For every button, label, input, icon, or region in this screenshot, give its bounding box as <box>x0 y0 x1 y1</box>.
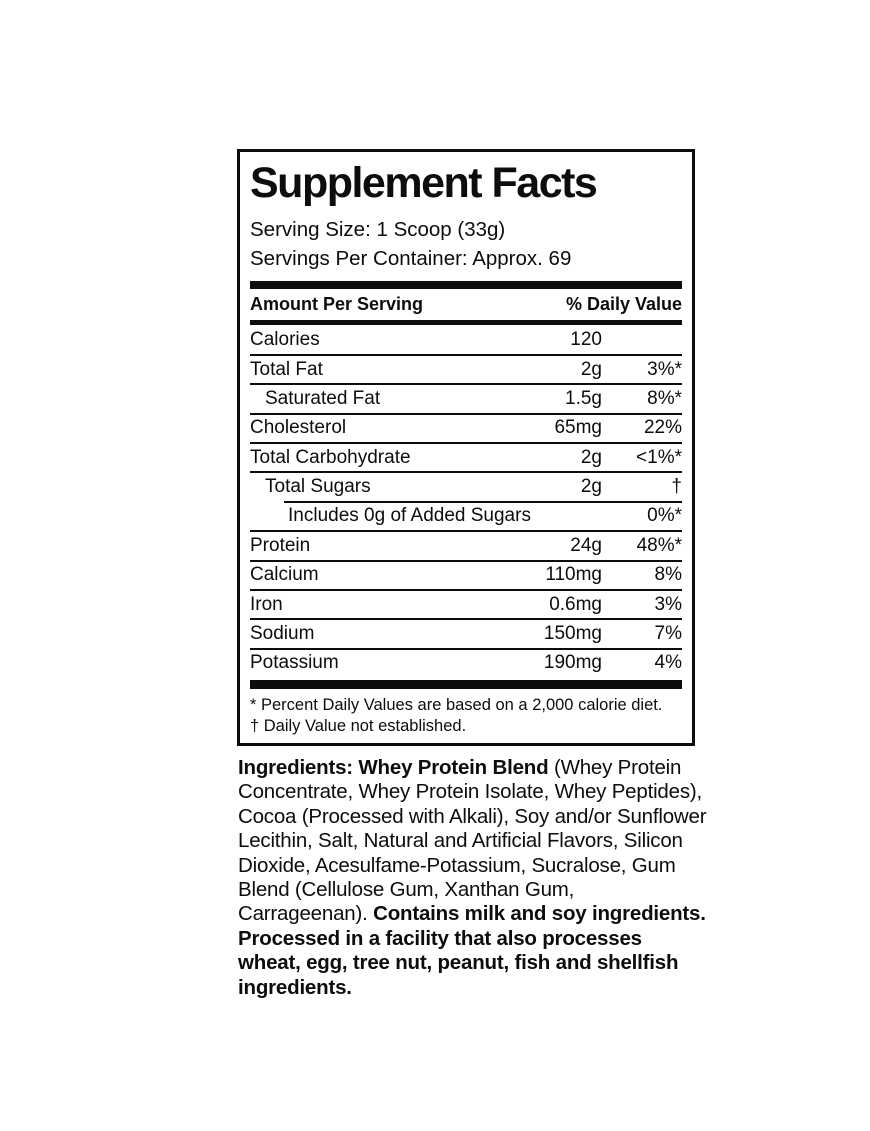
nutrient-name: Sodium <box>250 623 315 645</box>
nutrient-amount: 0.6mg <box>549 593 602 615</box>
daily-value-label: % Daily Value <box>565 294 682 315</box>
servings-per-container: Servings Per Container: Approx. 69 <box>250 247 572 271</box>
table-row <box>250 443 682 472</box>
nutrient-dv: 3% <box>654 593 682 615</box>
footnotes <box>250 689 682 737</box>
nutrient-dv: 4% <box>654 652 682 674</box>
ingredients-lead: Ingredients: Whey Protein Blend <box>238 756 549 779</box>
nutrient-dv: 48%* <box>636 534 682 556</box>
table-row <box>250 619 682 648</box>
percent-footnote: * Percent Daily Values are based on a 2,000 calorie diet. <box>250 696 663 715</box>
nutrient-dv: 3%* <box>647 358 682 380</box>
nutrient-amount: 110mg <box>545 564 602 586</box>
nutrient-amount: 120 <box>570 329 602 351</box>
serving-size: Serving Size: 1 Scoop (33g) <box>250 218 506 242</box>
divider-thick-bottom <box>250 680 682 689</box>
nutrient-name: Total Carbohydrate <box>250 446 411 468</box>
nutrient-name: Protein <box>250 534 311 556</box>
nutrient-amount: 2g <box>580 446 602 468</box>
nutrient-dv: 7% <box>654 623 682 645</box>
nutrient-amount: 190mg <box>543 652 602 674</box>
serving-info <box>250 215 682 273</box>
nutrient-amount: 24g <box>570 534 602 556</box>
table-row <box>250 414 682 443</box>
nutrient-name: Cholesterol <box>250 417 347 439</box>
table-row <box>250 561 682 590</box>
nutrient-amount: 150mg <box>543 623 602 645</box>
table-row <box>250 384 682 413</box>
nutrient-dv: 8%* <box>647 387 682 409</box>
amount-per-serving-label: Amount Per Serving <box>250 294 424 315</box>
nutrient-name: Total Fat <box>250 358 323 380</box>
nutrient-amount: 2g <box>580 358 602 380</box>
nutrient-name: Potassium <box>250 652 339 674</box>
panel-title: Supplement Facts <box>250 159 597 207</box>
nutrient-amount: 1.5g <box>565 387 602 409</box>
table-header <box>250 289 682 320</box>
nutrient-dv: 0%* <box>647 505 682 527</box>
nutrient-dv: 8% <box>654 564 682 586</box>
supplement-facts-panel <box>237 149 695 746</box>
nutrient-dv: 22% <box>643 417 682 439</box>
nutrient-amount: 65mg <box>554 417 602 439</box>
table-row <box>250 590 682 619</box>
nutrient-amount: 2g <box>580 476 602 498</box>
facts-rows <box>250 325 682 678</box>
table-row <box>250 649 682 678</box>
divider-thick-top <box>250 281 682 289</box>
nutrient-name: Calories <box>250 329 320 351</box>
nutrient-dv: <1%* <box>636 446 682 468</box>
ingredients-body: (Whey Protein Concentrate, Whey Protein Isolate, Whey Peptides), Cocoa (Processed with Alkali), Soy and/or Sunflower Lecithin, Salt, Natural and Artificial Flavors, Silicon Dioxide, Acesulfame-Potassium, Sucralose, Gum Blend (Cellulose Gum, Xanthan Gum, Carrageenan). <box>238 756 707 926</box>
nutrient-dv: † <box>671 476 682 498</box>
table-row <box>250 472 682 501</box>
nutrient-name: Saturated Fat <box>265 387 381 409</box>
table-row <box>250 531 682 560</box>
table-row <box>250 325 682 354</box>
nutrient-name: Includes 0g of Added Sugars <box>288 505 531 527</box>
ingredients-paragraph <box>238 756 708 1000</box>
nutrient-name: Calcium <box>250 564 319 586</box>
allergen-statement: Contains milk and soy ingredients. Processed in a facility that also processes wheat, egg, tree nut, peanut, fish and shellfish ingredients. <box>238 902 706 999</box>
nutrient-name: Total Sugars <box>265 476 371 498</box>
table-row <box>250 355 682 384</box>
dagger-footnote: † Daily Value not established. <box>250 717 467 736</box>
nutrient-name: Iron <box>250 593 283 615</box>
table-row <box>250 502 682 531</box>
